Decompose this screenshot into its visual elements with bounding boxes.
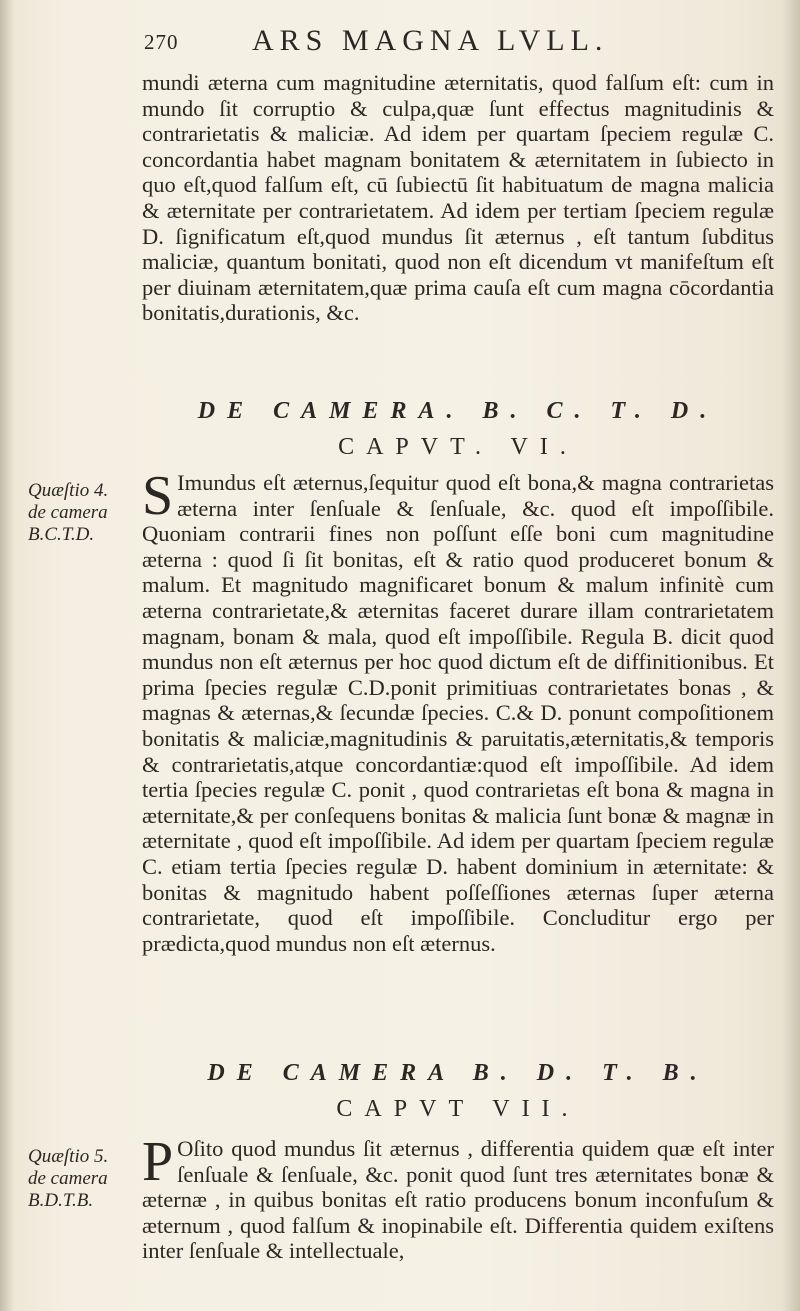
marginal-note bbox=[28, 1146, 138, 1212]
page-header bbox=[142, 22, 762, 58]
spine-shadow bbox=[0, 0, 14, 1311]
marginal-line: B.C.T.D. bbox=[28, 524, 95, 545]
text-block-chapter-6 bbox=[142, 465, 774, 956]
page-number: 270 bbox=[144, 30, 179, 54]
drop-cap: S bbox=[142, 465, 174, 527]
marginal-note bbox=[28, 480, 138, 546]
drop-cap: P bbox=[142, 1131, 174, 1193]
text-block-continuation bbox=[142, 70, 774, 326]
paragraph: mundi æterna cum magnitudine æternitatis, quod falſum eſt: cum in mundo ſit corruptio & culpa,quæ ſunt effectus magnitudinis & contrarietatis & maliciæ. Ad idem per quartam ſpeciem regulæ C. concordantia habet magnam bonitatem & æternitatem in ſubiecto in quo eſt,quod falſum eſt, cū ſubiectū ſit habituatum de magna malicia & æternitate per contrarietatem. Ad idem per tertiam ſpeciem regulæ D. ſignificatum eſt,quod mundus ſit æternus , eſt tantum ſubditus maliciæ, quantum bonitati, quod non eſt dicendum vt manifeſtum eſt per diuinam æternitatem,quæ prima cauſa eſt cum magna cōcordantia bonitatis,durationis, &c. bbox=[142, 70, 774, 326]
chapter-heading: CAPVT VII. bbox=[336, 1096, 580, 1122]
page-edge-shadow bbox=[782, 0, 800, 1311]
section-title: DE CAMERA B. D. T. B. bbox=[207, 1060, 709, 1086]
paragraph: Oſito quod mundus ſit æternus , differentia quidem quæ eſt inter ſenſuale & ſenſuale, &c. ponit quod ſunt tres æternitates bonæ & æternæ , in quibus bonitas eſt ratio producens bonum inconfuſum & æternum , quod falſum & inopinabile eſt. Differentia quidem exiſtens inter ſenſuale & intellectuale, bbox=[142, 1136, 774, 1264]
marginal-line: B.D.T.B. bbox=[28, 1190, 94, 1211]
section-title: DE CAMERA. B. C. T. D. bbox=[197, 398, 719, 424]
marginal-line: Quæſtio 5. bbox=[28, 1146, 109, 1167]
running-head: ARS MAGNA LVLL. bbox=[252, 24, 609, 57]
marginal-line: de camera bbox=[28, 502, 108, 523]
marginal-line: Quæſtio 4. bbox=[28, 480, 109, 501]
text-block-chapter-7 bbox=[142, 1131, 774, 1264]
marginal-line: de camera bbox=[28, 1168, 108, 1189]
chapter-heading: CAPVT. VI. bbox=[338, 434, 578, 460]
paragraph: Imundus eſt æternus,ſequitur quod eſt bona,& magna contrarietas æterna inter ſenſuale & ſenſuale, &c. quod eſt impoſſibile. Quoniam contrarii fines non poſſunt eſſe boni cum magnitudine æterna : quod ſi ſit bonitas, eſt & ratio quod produceret bonum & malum. Et magnitudo magnificaret bonum & malum infinitè cum æterna contrarietate,& æternitas faceret durare illam contrarietatem magnam, bonam & mala, quod eſt impoſſibile. Regula B. dicit quod mundus non eſt æternus per hoc quod dictum eſt de diffinitionibus. Et prima ſpecies regulæ C.D.ponit primitiuas contrarietates bonas , & magnas & æternas,& ſecundæ ſpecies. C.& D. ponunt compoſitionem bonitatis & maliciæ,magnitudinis & paruitatis,æternitatis,& temporis & contrarietatis,atque concordantiæ:quod eſt impoſſibile. Ad idem tertia ſpecies regulæ C. ponit , quod contrarietas eſt bona & magna in æternitate,& per conſequens bonitas & malicia ſunt bonæ & magnæ in æternitate , quod eſt impoſſibile. Ad idem per quartam ſpeciem regulæ C. etiam tertia ſpecies regulæ D. habent dominium in æternitate: & bonitas & magnitudo habent poſſeſſiones æternas ſuper æterna contrarietate, quod eſt impoſſibile. Concluditur ergo per prædicta,quod mundus non eſt æternus. bbox=[142, 470, 774, 956]
